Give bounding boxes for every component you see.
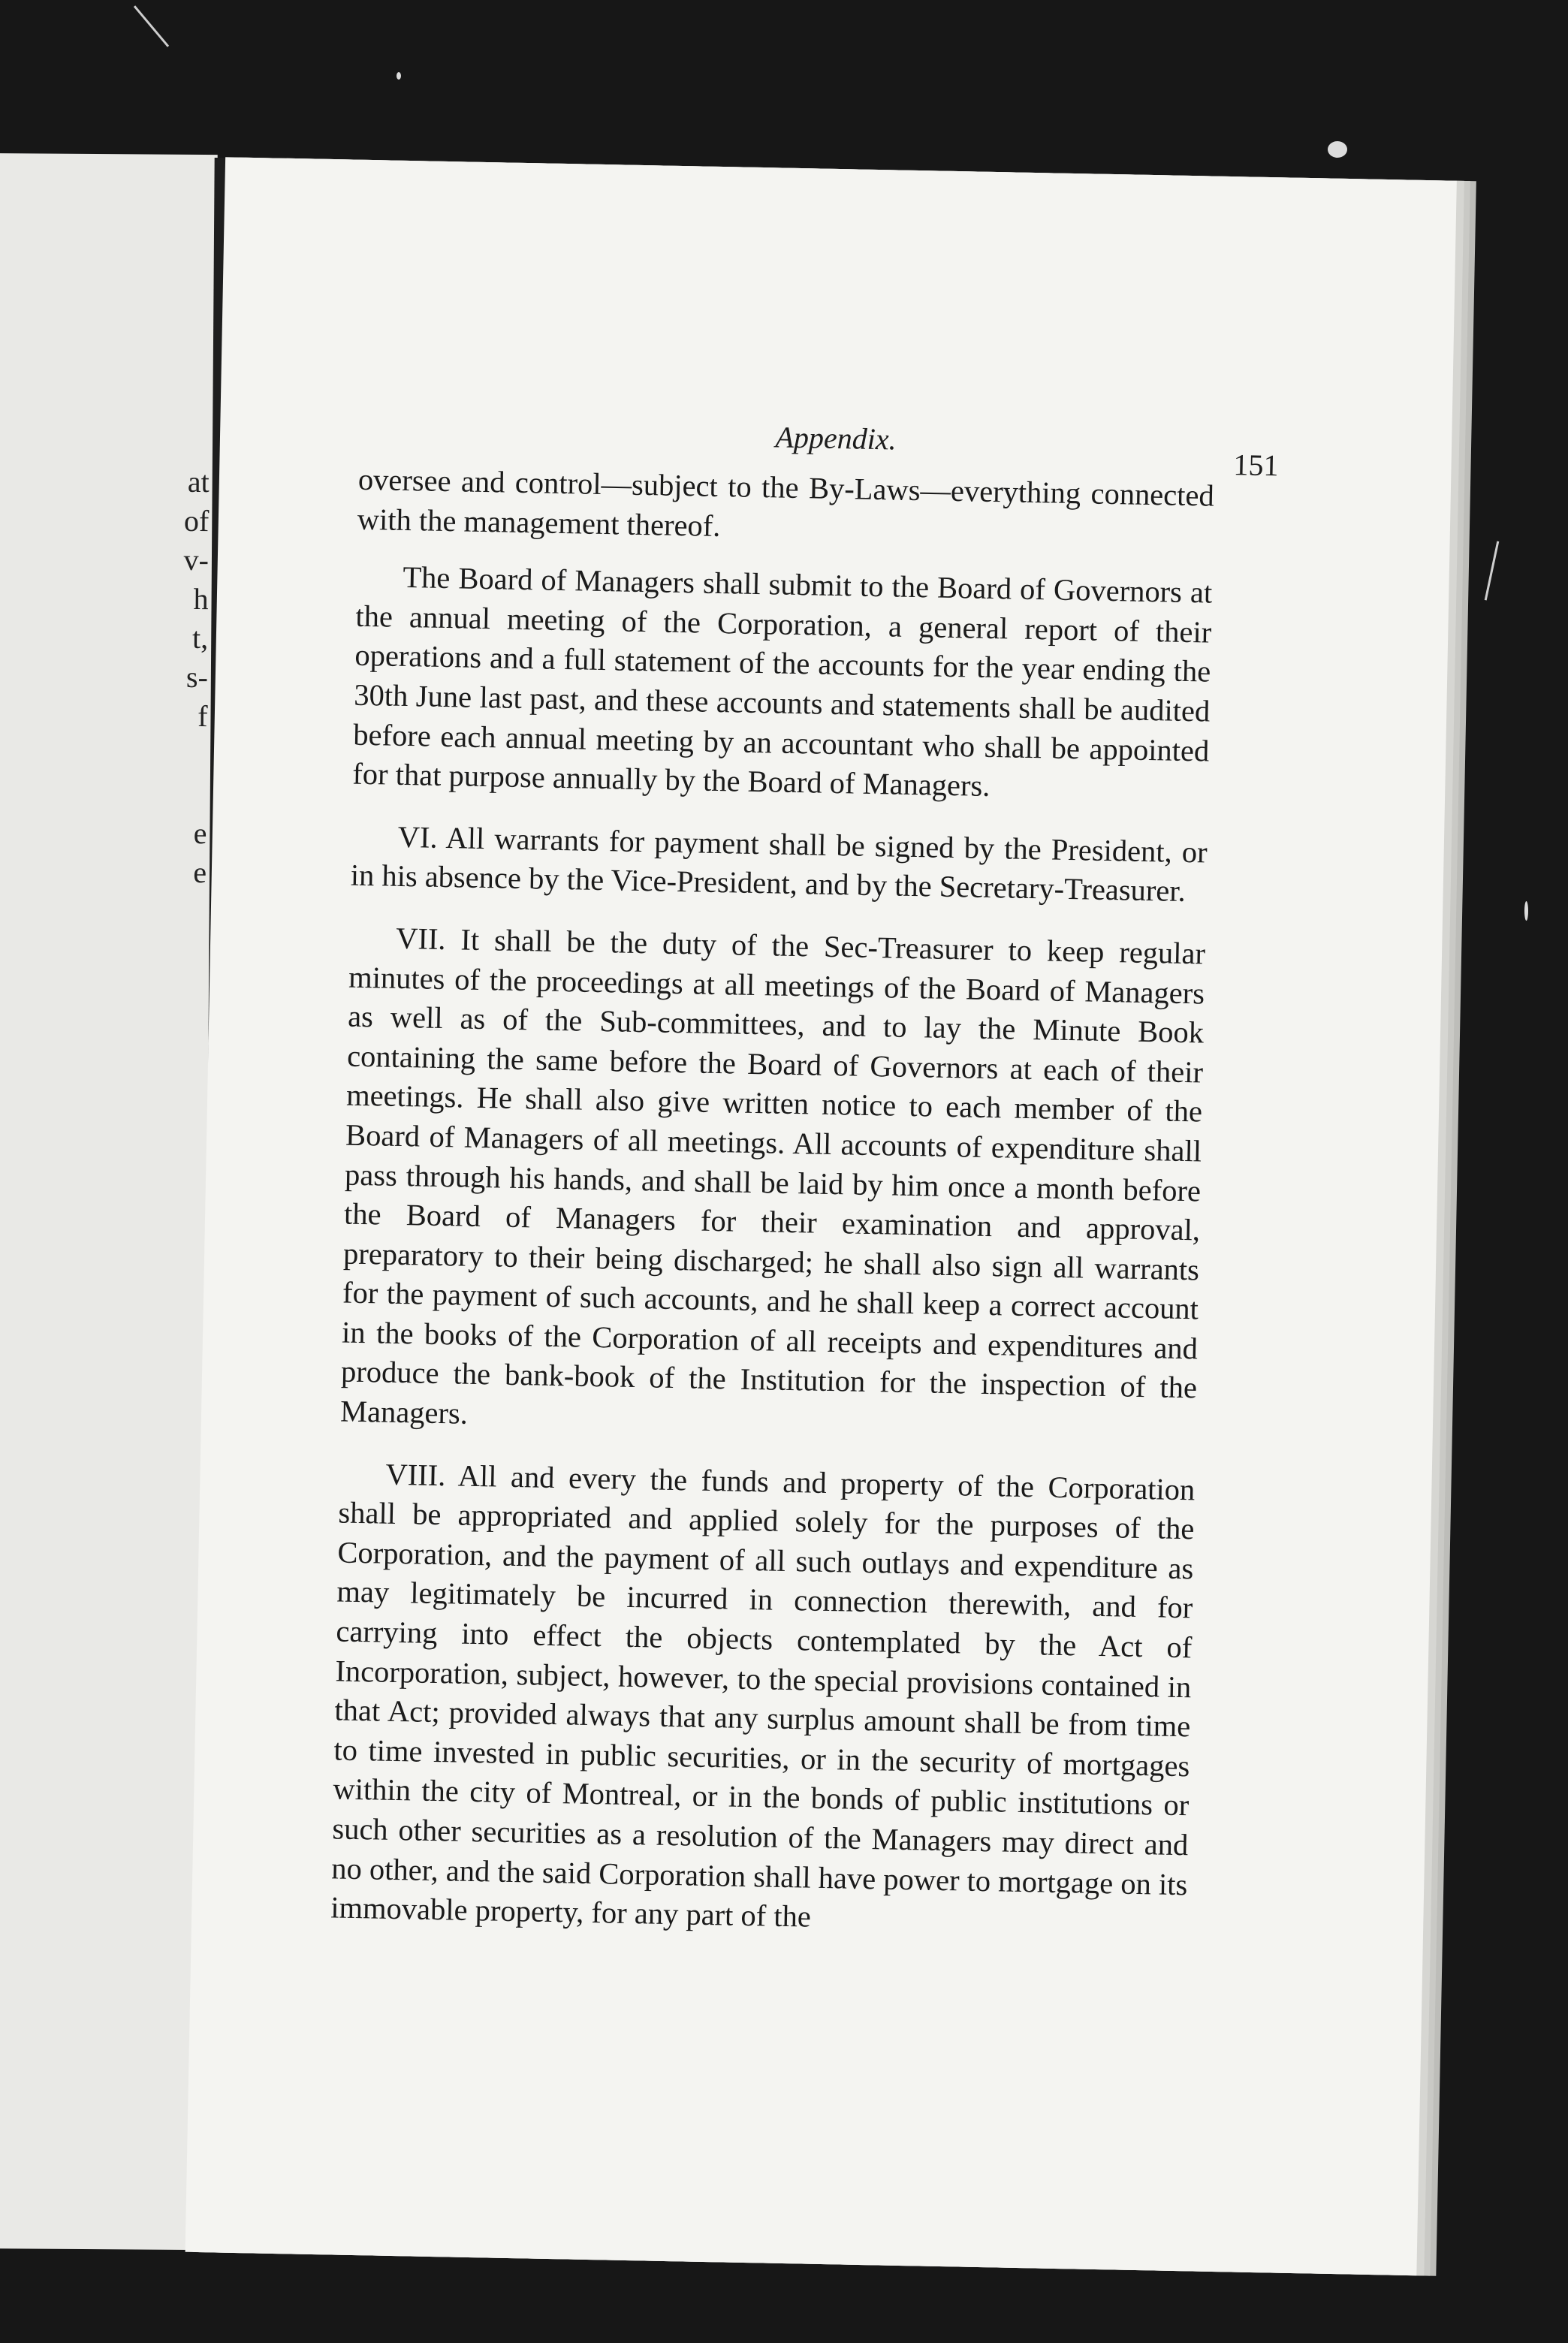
dust-speck: [1524, 901, 1528, 921]
paragraph: VIII. All and every the funds and property of the Corporation shall be appropriated and applied solely for the purposes of the Corporation, and the payment of all such outlays and expenditure as may legitimately be incurred in connection therewith, and for carrying into effect the objects contemplated by the Act of Incorporation, subject, however, to the special provisions contained in that Act; provided always that any surplus amount shall be from time to time invested in public securities, or in the security of mortgages within the city of Montreal, or in the bonds of public institutions or such other securities as a resolution of the Managers may direct and no other, and the said Corporation shall have power to mortgage on its immovable property, for any part of the: [330, 1457, 1196, 1934]
facing-text-fragment: e: [193, 816, 207, 851]
paragraph: VII. It shall be the duty of the Sec-Treasurer to keep regular minutes of the proceedings at all meetings of the Board of Managers as well as of the Sub-committees, and to lay the Minute Book containing the same before the Board of Governors at each of their meetings. He shall also give written notice to each member of the Board of Managers of all meetings. All accounts of expenditure shall pass through his hands, and shall be laid by him once a month before the Board of Managers for their examination and approval, preparatory to their being discharged; he shall also sign all warrants for the payment of such accounts, and he shall keep a correct account in the books of the Corporation of all receipts and expenditures and produce the bank-book of the Institution for the inspection of the Managers.: [339, 921, 1206, 1431]
dust-speck: [1328, 141, 1347, 158]
facing-text-fragment: v-: [183, 542, 210, 577]
facing-text-fragment: f: [198, 698, 208, 734]
facing-text-fragment: s-: [185, 659, 209, 695]
paragraph: The Board of Managers shall submit to the Board of Governors at the annual meeting of the Corporation, a general report of their operations and a full statement of the accounts for the year ending the 30th June last past, and these accounts and statements shall be audited before each annual meeting by an accountant who shall be appointed for that purpose annually by the Board of Managers.: [351, 560, 1213, 804]
film-scratch: [1485, 541, 1500, 601]
paragraph: oversee and control—subject to the By-Laws—everything connected with the management thereof.: [357, 462, 1215, 543]
facing-text-fragment: [182, 775, 207, 814]
facing-text-fragment: [182, 736, 208, 775]
dust-speck: [397, 72, 401, 80]
paragraph: VI. All warrants for payment shall be signed by the President, or in his absence by the Vice-President, and by the Secretary-Treasurer.: [350, 819, 1208, 909]
facing-text-fragment: e: [193, 855, 207, 890]
facing-page: [0, 153, 218, 2250]
film-scratch: [134, 5, 169, 47]
body-text: [330, 460, 1214, 1967]
book-page: [185, 157, 1457, 2275]
page-number: 151: [1233, 448, 1279, 483]
facing-text-fragment: t,: [191, 620, 209, 656]
running-head: Appendix.: [775, 420, 897, 457]
facing-text-fragment: of: [183, 503, 210, 538]
facing-page-text: [182, 463, 210, 892]
facing-text-fragment: h: [193, 581, 209, 617]
facing-text-fragment: at: [187, 464, 210, 499]
